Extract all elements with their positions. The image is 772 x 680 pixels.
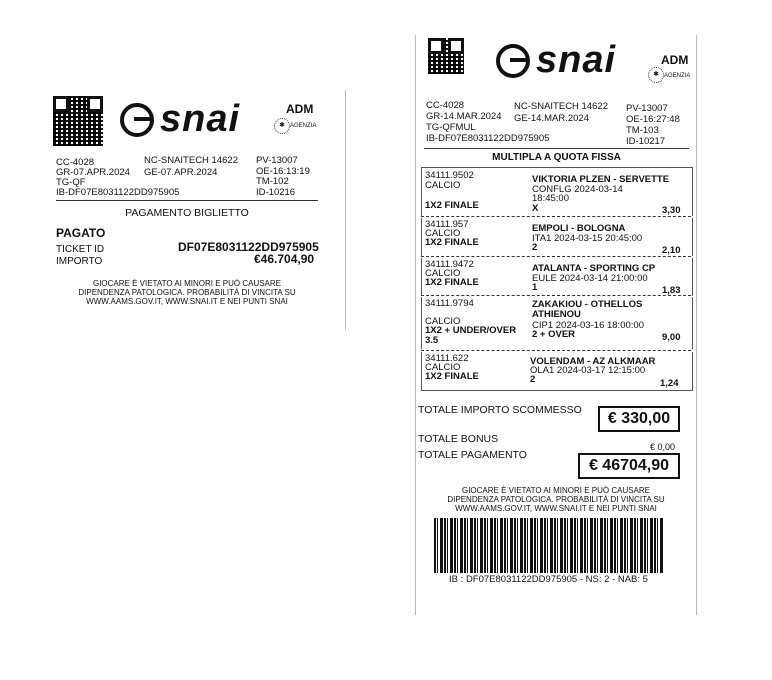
event-match: VIKTORIA PLZEN - SERVETTE — [532, 174, 670, 185]
event-box — [421, 258, 693, 296]
snai-logo-icon — [120, 103, 154, 137]
ge-date: GE-14.MAR.2024 — [514, 113, 589, 124]
event-info: CONFLG 2024-03-14 — [532, 184, 623, 195]
adm-seal-icon: ✱ — [648, 67, 664, 83]
divider — [424, 148, 689, 149]
event-code: 34111.9472 — [425, 259, 474, 270]
nc-code: NC-SNAITECH 14622 — [144, 155, 238, 166]
event-odd: 9,00 — [662, 332, 681, 343]
totale-importo-label: TOTALE IMPORTO SCOMMESSO — [418, 404, 582, 416]
cc-code: CC-4028 — [426, 100, 465, 111]
event-separator — [421, 350, 691, 351]
importo-value: €46.704,90 — [254, 252, 315, 266]
seal-text: AGENZIA — [290, 123, 317, 129]
qr-code — [428, 38, 464, 74]
event-pick: 2 — [532, 242, 538, 253]
oe-time: OE-16:13:19 — [256, 166, 310, 177]
disclaimer-line-2: DIPENDENZA PATOLOGICA. PROBABILITÀ DI VINCITA SU — [78, 288, 296, 297]
event-box — [421, 297, 693, 349]
id-code: ID-10217 — [626, 136, 666, 147]
disclaimer-line-3: WWW.AAMS.GOV.IT, WWW.SNAI.IT E NEI PUNTI SNAI — [86, 297, 288, 306]
ge-date: GE-07.APR.2024 — [144, 167, 218, 178]
snai-logo-icon — [496, 44, 530, 78]
snai-logo — [120, 98, 240, 141]
event-pick: 1 — [532, 282, 538, 293]
adm-label: ADM — [661, 53, 689, 67]
adm-label: ADM — [286, 102, 314, 116]
event-code: 34111.9794 — [425, 298, 474, 309]
event-odd: 2,10 — [662, 245, 681, 256]
event-info: EULE 2024-03-14 21:00:00 — [532, 273, 648, 284]
event-sport: CALCIO — [425, 316, 461, 327]
ticket-id-label: TICKET ID — [56, 244, 105, 255]
event-code: 34111.622 — [425, 353, 469, 364]
divider — [56, 200, 318, 201]
event-match: ATALANTA - SPORTING CP — [532, 263, 656, 274]
tm-code: TM-103 — [626, 125, 659, 136]
tm-code: TM-102 — [256, 176, 289, 187]
event-code: 34111.9502 — [425, 170, 474, 181]
event-separator — [421, 295, 691, 296]
pv-code: PV-13007 — [626, 103, 668, 114]
ib-code: IB-DF07E8031122DD975905 — [56, 187, 180, 198]
ticket-id-value: DF07E8031122DD975905 — [178, 240, 319, 254]
event-separator — [421, 256, 691, 257]
tg-code: TG-QFMUL — [426, 122, 476, 133]
oe-time: OE-16:27:48 — [626, 114, 680, 125]
qr-code — [53, 96, 103, 146]
ib-code: IB-DF07E8031122DD975905 — [426, 133, 550, 144]
event-pick: 2 — [530, 374, 536, 385]
event-odd: 3,30 — [662, 205, 681, 216]
adm-seal-icon: ✱ — [274, 118, 290, 134]
payment-receipt — [50, 90, 346, 330]
event-box — [421, 167, 693, 216]
event-separator — [421, 216, 691, 217]
disclaimer-line-3: WWW.AAMS.GOV.IT, WWW.SNAI.IT E NEI PUNTI SNAI — [455, 504, 657, 513]
disclaimer-line-2: DIPENDENZA PATOLOGICA. PROBABILITÀ DI VINCITA SU — [447, 495, 665, 504]
totale-pagamento-label: TOTALE PAGAMENTO — [418, 449, 527, 461]
event-box — [421, 352, 693, 391]
cc-code: CC-4028 — [56, 157, 95, 168]
pv-code: PV-13007 — [256, 155, 298, 166]
totale-importo-value: € 330,00 — [598, 406, 680, 432]
totale-pagamento-value: € 46704,90 — [578, 453, 680, 479]
brand-name: snai — [160, 98, 241, 140]
gr-date: GR-07.APR.2024 — [56, 167, 130, 178]
event-pick: X — [532, 203, 539, 214]
event-info: ITA1 2024-03-15 20:45:00 — [532, 233, 643, 244]
totale-bonus-value: € 0,00 — [650, 442, 676, 452]
snai-logo — [496, 39, 616, 82]
event-sport: CALCIO — [425, 362, 461, 373]
event-bet-type: 1X2 FINALE — [425, 277, 479, 288]
event-odd: 1,24 — [660, 378, 679, 389]
event-box — [421, 218, 693, 256]
totale-bonus-label: TOTALE BONUS — [418, 433, 499, 445]
event-match: VOLENDAM - AZ ALKMAAR — [530, 356, 656, 367]
event-pick: 2 + OVER — [532, 329, 576, 340]
disclaimer-line-1: GIOCARE È VIETATO AI MINORI E PUÒ CAUSARE — [92, 279, 282, 288]
event-code: 34111.957 — [425, 219, 469, 230]
event-sport: CALCIO — [425, 268, 461, 279]
event-match: EMPOLI - BOLOGNA — [532, 223, 626, 234]
gr-date: GR-14.MAR.2024 — [426, 111, 502, 122]
bet-receipt — [415, 35, 697, 615]
event-bet-type: 1X2 FINALE — [425, 200, 479, 211]
event-sport: CALCIO — [425, 228, 461, 239]
tg-code: TG-QF — [56, 177, 86, 188]
disclaimer-line-1: GIOCARE È VIETATO AI MINORI E PUÒ CAUSARE — [461, 486, 651, 495]
event-info: CIP1 2024-03-16 18:00:00 — [532, 320, 644, 331]
event-info-time: 18:45:00 — [532, 193, 569, 204]
receipt-title: MULTIPLA A QUOTA FISSA — [492, 152, 621, 163]
event-bet-type: 1X2 FINALE — [425, 371, 479, 382]
brand-name: snai — [536, 39, 617, 81]
barcode — [434, 518, 664, 573]
nc-code: NC-SNAITECH 14622 — [514, 101, 608, 112]
seal-text: AGENZIA — [664, 73, 691, 79]
id-code: ID-10216 — [256, 187, 296, 198]
event-bet-type: 1X2 + UNDER/OVER 3.5 — [425, 325, 517, 346]
event-bet-type: 1X2 FINALE — [425, 237, 479, 248]
event-match: ZAKAKIOU - OTHELLOS ATHIENOU — [532, 299, 643, 320]
event-info: OLA1 2024-03-17 12:15:00 — [530, 365, 646, 376]
importo-label: IMPORTO — [56, 256, 103, 267]
receipt-title: PAGAMENTO BIGLIETTO — [125, 207, 249, 219]
barcode-caption: IB : DF07E8031122DD975905 - NS: 2 - NAB: 5 — [449, 574, 648, 585]
event-sport: CALCIO — [425, 180, 461, 191]
status-label: PAGATO — [56, 226, 106, 240]
event-odd: 1,83 — [662, 285, 681, 296]
